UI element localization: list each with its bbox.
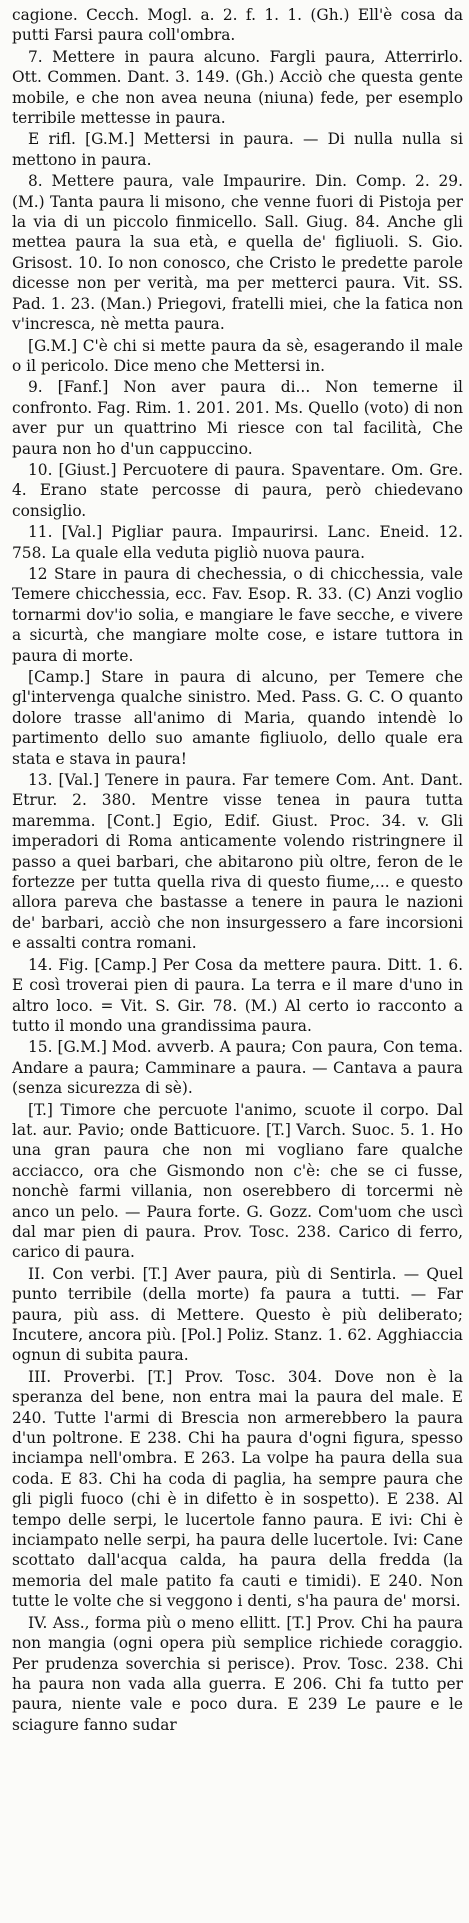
entry-15-mod-avverb: 15. [G.M.] Mod. avverb. A paura; Con paura, Con tema. Andare a paura; Camminare a paura. — Cantava a paura (senza sicurezza di sè). [12, 1038, 463, 1098]
entry-timore: [T.] Timore che percuote l'animo, scuote il corpo. Dal lat. aur. Pavio; onde Batticuore. [T.] Varch. Suoc. 5. 1. Ho una gran paura che non mi vogliano fare qualche acciacco, ora che Gismondo non c'è: che se ci fusse, nonchè farmi villania, non oserebbero di torcermi nè anco un pelo. — Paura forte. G. Gozz. Com'uom che uscì dal mar pien di paura. Prov. Tosc. 238. Carico di ferro, carico di paura. [12, 1100, 463, 1262]
entry-9-non-aver-paura: 9. [Fanf.] Non aver paura di... Non temerne il confronto. Fag. Rim. 1. 201. 201. Ms. Quello (voto) di non aver pur un quattrino Mi riesce con tal facilità, Che paura non ho d'un cappuccino. [12, 378, 463, 458]
entry-12-stare-in-paura: 12 Stare in paura di chechessia, o di chicchessia, vale Temere chicchessia, ecc. Fav. Esop. R. 33. (C) Anzi voglio tornarmi dov'io solia, e mangiare le fave secche, e vivere a sicurtà, che mangiare molte cose, e istare tuttora in paura di morte. [12, 564, 463, 665]
entry-10-percuotere: 10. [Giust.] Percuotere di paura. Spaventare. Om. Gre. 4. Erano state percosse di paura, però chiedevano consiglio. [12, 460, 463, 520]
entry-8-note: [G.M.] C'è chi si mette paura da sè, esagerando il male o il pericolo. Dice meno che Mettersi in. [12, 336, 463, 375]
entry-iv-ass: IV. Ass., forma più o meno ellitt. [T.] Prov. Chi ha paura non mangia (ogni opera più semplice richiede coraggio. Per prudenza soverchia si perisce). Prov. Tosc. 238. Chi ha paura non vada alla guerra. E 206. Chi fa tutto per paura, niente vale e poco dura. E 239 Le paure e le sciagure fanno sudar [12, 1613, 463, 1734]
entry-7-rifl: E rifl. [G.M.] Mettersi in paura. — Di nulla nulla si mettono in paura. [12, 130, 463, 169]
entry-14-fig: 14. Fig. [Camp.] Per Cosa da mettere paura. Ditt. 1. 6. E così troverai pien di paura. La terra e il mare d'uno in altro loco. = Vit. S. Gir. 78. (M.) Al certo io racconto a tutto il mondo una grandissima paura. [12, 955, 463, 1035]
entry-13-tenere-in-paura: 13. [Val.] Tenere in paura. Far temere Com. Ant. Dant. Etrur. 2. 380. Mentre visse tenea in paura tutta maremma. [Cont.] Egio, Edif. Giust. Proc. 34. v. Gli imperadori di Roma anticamente volendo ristringnere il passo a quei barbari, che abitarono più oltre, feron de le fortezze per tutta quella riva di questo fiume,... e questo allora pareva che bastasse a tenere in paura le nazioni de' barbari, acciò che non insurgessero a fare incorsioni e assalti contra romani. [12, 771, 463, 953]
entry-12-camp: [Camp.] Stare in paura di alcuno, per Temere che gl'intervenga qualche sinistro. Med. Pass. G. C. O quanto dolore trasse all'animo di Maria, quando intendè lo partimento dello suo amante figliuolo, dello quale era stata e stava in paura! [12, 668, 463, 768]
entry-continuation: cagione. Cecch. Mogl. a. 2. f. 1. 1. (Gh.) Ell'è cosa da putti Farsi paura coll'ombra. [12, 6, 463, 45]
entry-8-mettere-paura: 8. Mettere paura, vale Impaurire. Din. Comp. 2. 29. (M.) Tanta paura li misono, che venne fuori di Pistoja per la via di un piccolo finmicello. Sall. Giug. 84. Anche gli mettea paura la sua età, e quella de' figliuoli. S. Gio. Grisost. 10. Io non conosco, che Cristo le predette parole dicesse non per verità, ma per metterci paura. Vit. SS. Pad. 1. 23. (Man.) Priegovi, fratelli miei, che la fatica non v'incresca, nè metta paura. [12, 172, 463, 334]
entry-iii-proverbi: III. Proverbi. [T.] Prov. Tosc. 304. Dove non è la speranza del bene, non entra mai la paura del male. E 240. Tutte l'armi di Brescia non armerebbero la paura d'un poltrone. E 238. Chi ha paura d'ogni figura, spesso inciampa nell'ombra. E 263. La volpe ha paura della sua coda. E 83. Chi ha coda di paglia, ha sempre paura che gli pigli fuoco (chi è in difetto è in sospetto). E 238. Al tempo delle serpi, le lucertole fanno paura. E ivi: Chi è inciampato nelle serpi, ha paura delle lucertole. Ivi: Cane scottato dall'acqua calda, ha paura della fredda (la memoria del male patito fa cauti e timidi). E 240. Non tutte le volte che si veggono i denti, s'ha paura de' morsi. [12, 1367, 463, 1611]
entry-7-mettere-in-paura: 7. Mettere in paura alcuno. Fargli paura, Atterrirlo. Ott. Commen. Dant. 3. 149. (Gh.) Acciò che questa gente mobile, e che non avea neuna (niuna) fede, per esemplo terribile mettesse in paura. [12, 47, 463, 128]
entry-ii-con-verbi: II. Con verbi. [T.] Aver paura, più di Sentirla. — Quel punto terribile (della morte) fa paura a tutti. — Far paura, più ass. di Mettere. Questo è più deliberato; Incutere, ancora più. [Pol.] Poliz. Stanz. 1. 62. Agghiaccia ognun di subita paura. [12, 1264, 463, 1365]
entry-11-pigliar-paura: 11. [Val.] Pigliar paura. Impaurirsi. Lanc. Eneid. 12. 758. La quale ella veduta pigliò nuova paura. [12, 523, 463, 562]
